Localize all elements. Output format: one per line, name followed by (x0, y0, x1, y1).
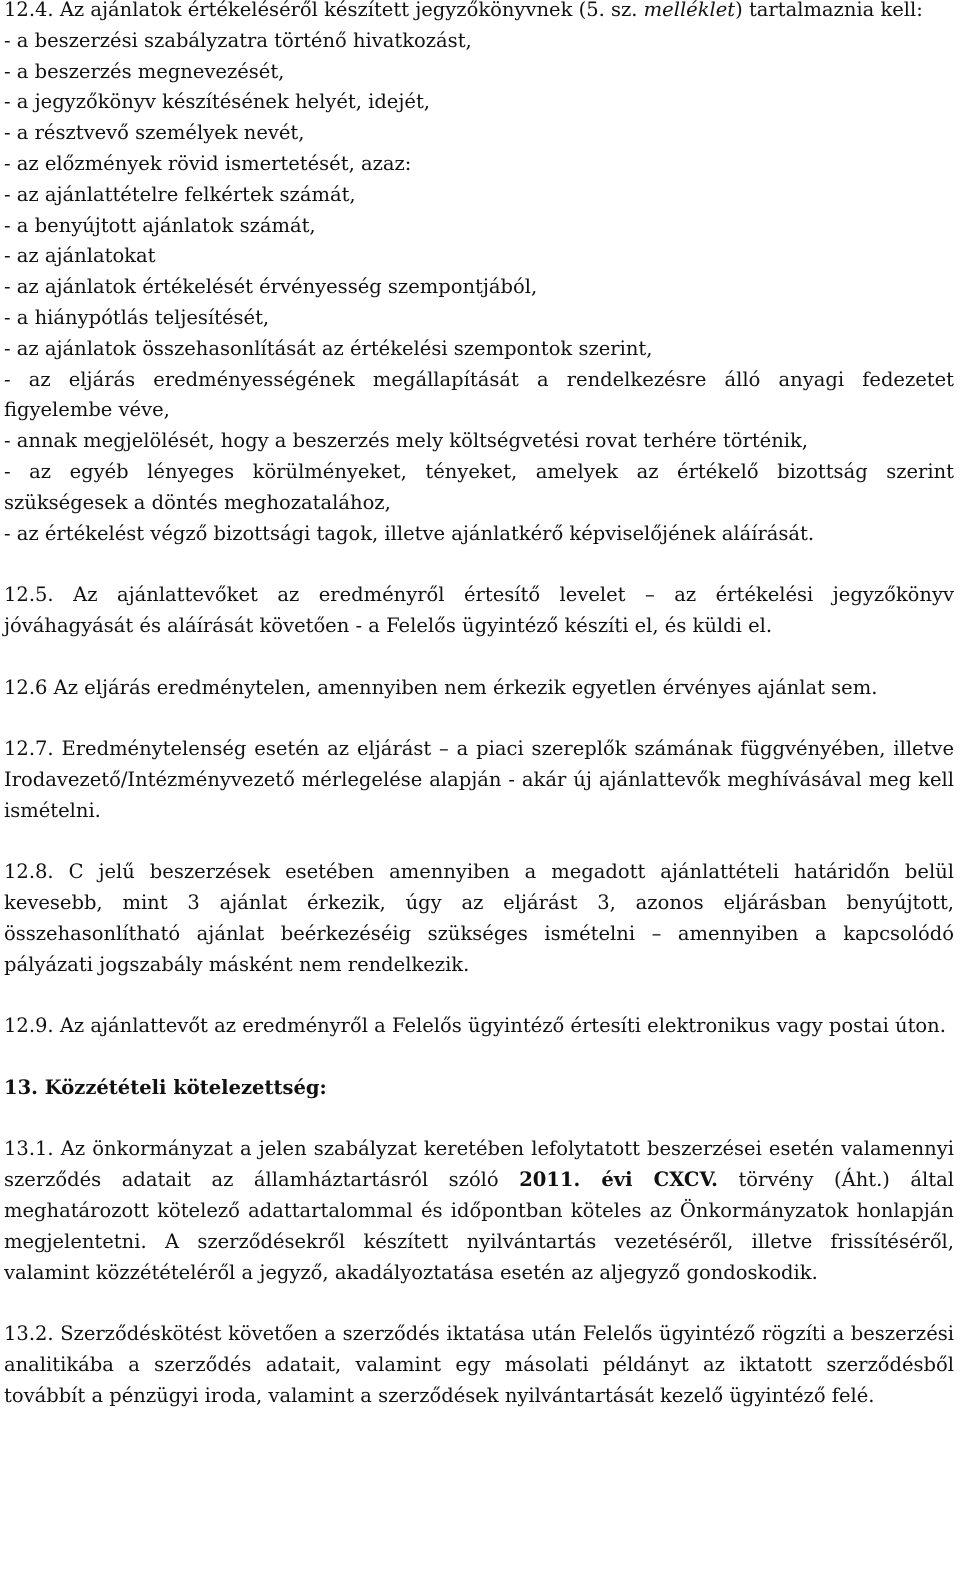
list-item: - annak megjelölését, hogy a beszerzés mely költségvetési rovat terhére történik, (4, 429, 809, 453)
intro-paragraph (4, 0, 954, 26)
intro-italic: melléklet (643, 0, 736, 21)
list-item: - a résztvevő személyek nevét, (4, 121, 305, 145)
list-item: - az ajánlatok értékelését érvényesség szempontjából, (4, 275, 538, 299)
list-item: - a hiánypótlás teljesítését, (4, 305, 270, 329)
list-item: - az eljárás eredményességének megállapítását a rendelkezésre álló anyagi fedezetet figyelembe véve, (4, 367, 954, 422)
paragraph-12-5: 12.5. Az ajánlattevőket az eredményről értesítő levelet – az értékelési jegyzőkönyv jóváhagyását és aláírását követően - a Felelős ügyintéző készíti el, és küldi el. (4, 583, 954, 637)
intro-text-after: ) tartalmaznia kell: (735, 0, 923, 21)
section-heading: 13. Közzétételi kötelezettség: (4, 1075, 327, 1099)
paragraph-12-7: 12.7. Eredménytelenség esetén az eljárást – a piaci szereplők számának függvényében, illetve Irodavezető/Intézményvezető mérlegelése alapján - akár új ajánlattevők meghívásával meg kell ismételni. (4, 737, 954, 822)
list-item: - a beszerzés megnevezését, (4, 59, 285, 83)
p13-1-before: 13.1. Az önkormányzat a jelen szabályzat keretében lefolytatott beszerzései esetén valamennyi szerződés adatait az államháztartásról szóló (4, 1137, 954, 1192)
paragraph-13-1 (4, 1134, 954, 1288)
list-item: - az ajánlatokat (4, 244, 156, 268)
paragraph-12-8: 12.8. C jelű beszerzések esetében amennyiben a megadott ajánlattételi határidőn belül kevesebb, mint 3 ajánlat érkezik, úgy az eljárást 3, azonos eljárásban benyújtott, összehasonlítható ajánlat beérkezéséig szükséges ismételni – amennyiben a kapcsolódó pályázati jogszabály másként nem rendelkezik. (4, 860, 954, 976)
paragraph-13-2: 13.2. Szerződéskötést követően a szerződés iktatása után Felelős ügyintéző rögzíti a beszerzési analitikába a szerződés adatait, valamint egy másolati példányt az iktatott szerződésből továbbít a pénzügyi iroda, valamint a szerződések nyilvántartását kezelő ügyintéző felé. (4, 1322, 954, 1407)
intro-line (4, 0, 954, 26)
list-item: - az előzmények rövid ismertetését, azaz: (4, 151, 412, 175)
list-item: - a beszerzési szabályzatra történő hivatkozást, (4, 28, 472, 52)
list-item: - az ajánlattételre felkértek számát, (4, 182, 356, 206)
paragraph-12-9: 12.9. Az ajánlattevőt az eredményről a Felelős ügyintéző értesíti elektronikus vagy postai úton. (4, 1014, 946, 1038)
list-item: - a jegyzőkönyv készítésének helyét, idejét, (4, 90, 430, 114)
list-item: - a benyújtott ajánlatok számát, (4, 213, 316, 237)
list-item: - az egyéb lényeges körülményeket, tényeket, amelyek az értékelő bizottság szerint szükségesek a döntés meghozatalához, (4, 459, 954, 514)
list-item: - az ajánlatok összehasonlítását az értékelési szempontok szerint, (4, 336, 653, 360)
intro-text-before: Az ajánlatok értékeléséről készített jegyzőkönyvnek (5. sz. (53, 0, 644, 21)
paragraph-12-6: 12.6 Az eljárás eredménytelen, amennyiben nem érkezik egyetlen érvényes ajánlat sem. (4, 675, 878, 699)
p13-1-after: törvény (Áht.) által meghatározott kötelező adattartalommal és időpontban köteles az Önkormányzatok honlapján megjelentetni. A szerződésekről készített nyilvántartás vezetéséről, illetve frissítéséről, valamint közzétételéről a jegyző, akadályoztatása esetén az aljegyző gondoskodik. (4, 1168, 954, 1284)
intro-number: 12.4. (4, 0, 54, 21)
p13-1-bold: 2011. évi CXCV. (519, 1168, 718, 1192)
requirements-list (4, 26, 954, 550)
list-item: - az értékelést végző bizottsági tagok, illetve ajánlatkérő képviselőjének aláírását. (4, 521, 815, 545)
